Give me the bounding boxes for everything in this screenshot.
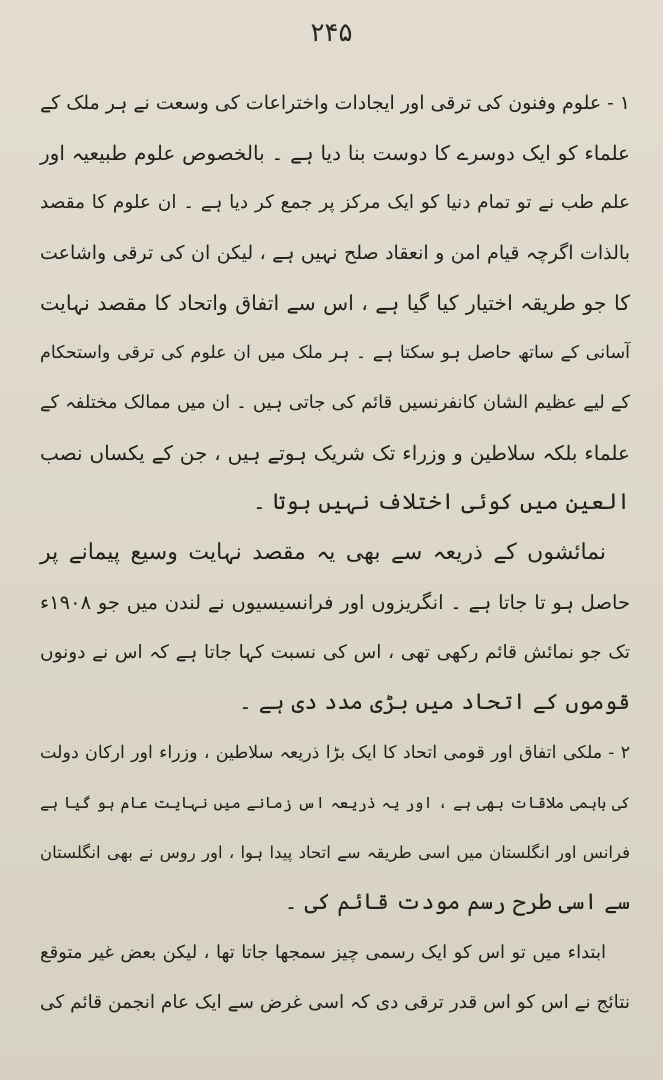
body-text [40,78,630,1028]
text-line: علماء بلکہ سلاطین و وزراء تک شریک ہوتے ہیں ، جن کے یکساں نصب [40,441,630,465]
text-line: علم طب نے تو تمام دنیا کو ایک مرکز پر جمع کر دیا ہے ۔ ان علوم کا مقصد [40,192,630,213]
text-line: ۱ - علوم وفنون کی ترقی اور ایجادات واختراعات کی وسعت نے ہر ملک کے [40,92,630,114]
text-line: سے اسی طرح رسم مودت قائم کی ۔ [284,890,630,915]
text-line: کی باہمی ملاقات بھی ہے ، اور یہ ذریعہ اس زمانے میں نہایت عام ہو گیا ہے [40,794,630,812]
paragraph-3 [40,728,630,928]
text-line: تک جو نمائش قائم رکھی تھی ، اس کی نسبت کہا جاتا ہے کہ اس نے دونوں [40,642,630,663]
text-line: العین میں کوئی اختلاف نہیں ہوتا ۔ [252,490,630,515]
text-line: ۲ - ملکی اتفاق اور قومی اتحاد کا ایک بڑا ذریعہ سلاطین ، وزراء اور ارکان دولت [40,743,630,763]
text-line: ابتداء میں تو اس کو ایک رسمی چیز سمجھا جاتا تھا ، لیکن بعض غیر متوقع [40,942,606,963]
paragraph-2 [40,528,630,728]
text-line: بالذات اگرچہ قیام امن و انعقاد صلح نہیں ہے ، لیکن ان کی ترقی واشاعت [40,242,630,264]
text-line: نتائج نے اس کو اس قدر ترقی دی کہ اسی غرض سے ایک عام انجمن قائم کی [40,992,630,1013]
page-number: ۲۴۵ [310,18,353,48]
text-line: آسانی کے ساتھ حاصل ہو سکتا ہے ۔ ہر ملک میں ان علوم کی ترقی واستحکام [40,343,630,363]
text-line: نمائشوں کے ذریعہ سے بھی یہ مقصد نہایت وسیع پیمانے پر [40,540,606,565]
paragraph-4 [40,928,630,1028]
text-line: فرانس اور انگلستان میں اسی طریقہ سے اتحاد پیدا ہوا ، اور روس نے بھی انگلستان [40,843,630,862]
text-line: کے لیے عظیم الشان کانفرنسیں قائم کی جاتی ہیں ۔ ان میں ممالک مختلفہ کے [40,392,630,413]
text-line: حاصل ہو تا جاتا ہے ۔ انگریزوں اور فرانسیسیوں نے لندن میں جو ۱۹۰۸ء [40,591,630,614]
paragraph-1 [40,78,630,528]
text-line: کا جو طریقہ اختیار کیا گیا ہے ، اس سے اتفاق واتحاد کا مقصد نہایت [40,291,630,315]
text-line: قوموں کے اتحاد میں بڑی مدد دی ہے ۔ [238,690,630,715]
text-line: علماء کو ایک دوسرے کا دوست بنا دیا ہے ۔ بالخصوص علوم طبیعیہ اور [40,141,630,165]
